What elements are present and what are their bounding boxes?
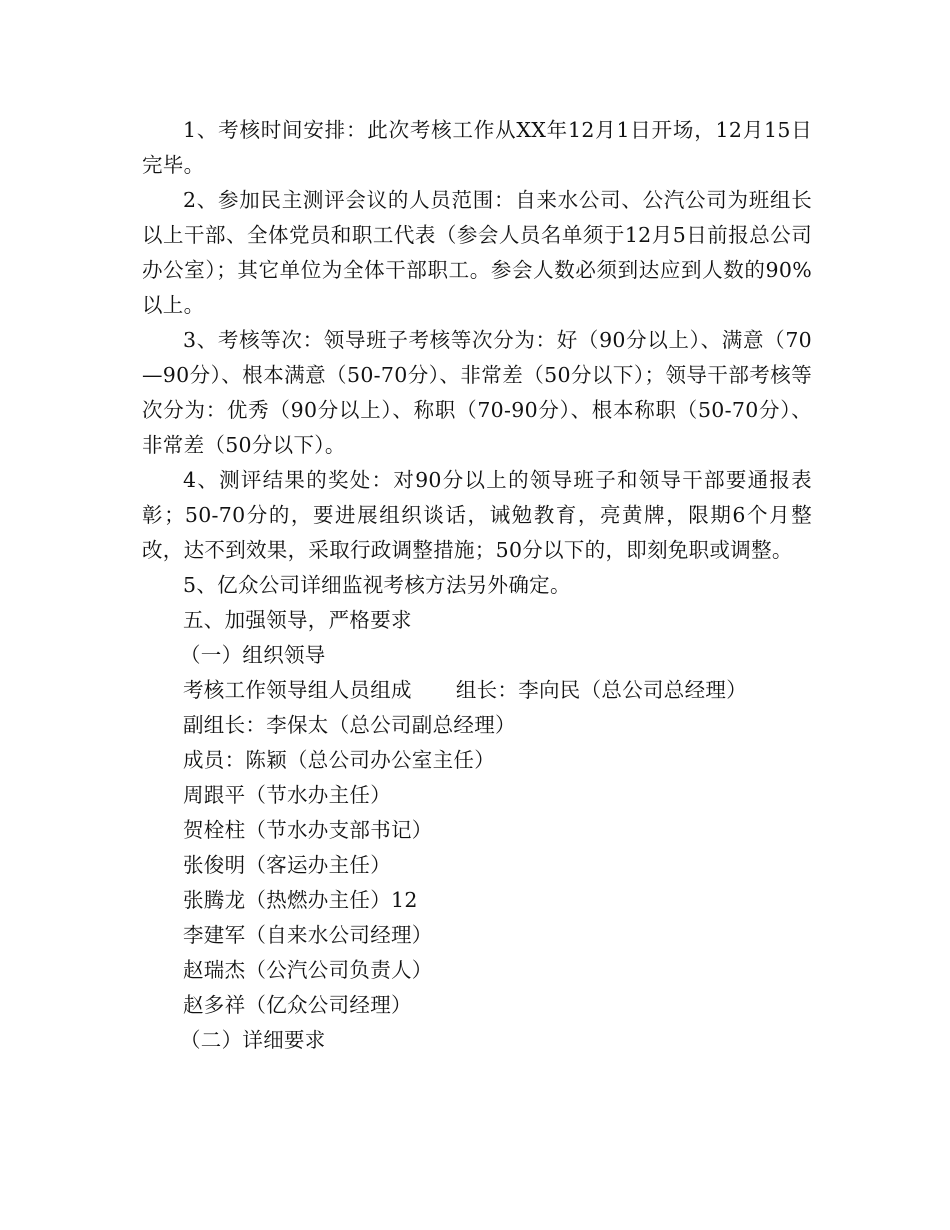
member-item: 张俊明（客运办主任）	[183, 853, 391, 877]
subsection-one-heading: （一）组织领导	[180, 643, 326, 667]
member-item: 成员：陈颖（总公司办公室主任）	[183, 748, 495, 772]
document-page	[142, 113, 812, 1058]
member-item: 张腾龙（热燃办主任）12	[183, 888, 418, 912]
paragraph-grades: 3、考核等次：领导班子考核等次分为：好（90分以上）、满意（70—90分）、根本满意（50-70分）、非常差（50分以下）；领导干部考核等次分为：优秀（90分以上）、称职（70-90分）、根本称职（50-70分）、非常差（50分以下）。	[142, 328, 812, 457]
paragraph-exam-schedule: 1、考核时间安排：此次考核工作从XX年12月1日开场，12月15日完毕。	[142, 118, 812, 177]
member-item: 赵瑞杰（公汽公司负责人）	[183, 958, 433, 982]
paragraph-participants: 2、参加民主测评会议的人员范围：自来水公司、公汽公司为班组长以上干部、全体党员和职工代表（参会人员名单须于12月5日前报总公司办公室）；其它单位为全体干部职工。参会人数必须到达应到人数的90%以上。	[142, 188, 812, 317]
paragraph-yizhong-method: 5、亿众公司详细监视考核方法另外确定。	[183, 573, 571, 597]
member-item: 周跟平（节水办主任）	[183, 783, 391, 807]
subsection-two-heading: （二）详细要求	[180, 1028, 326, 1052]
group-composition-line	[142, 673, 812, 708]
section-five-heading: 五、加强领导，严格要求	[183, 608, 412, 632]
group-intro: 考核工作领导组人员组成	[183, 678, 412, 702]
member-item: 赵多祥（亿众公司经理）	[183, 993, 412, 1017]
member-item: 副组长：李保太（总公司副总经理）	[183, 713, 516, 737]
member-item: 贺栓柱（节水办支部书记）	[183, 818, 433, 842]
member-item: 李建军（自来水公司经理）	[183, 923, 433, 947]
group-leader: 组长：李向民（总公司总经理）	[455, 678, 748, 702]
paragraph-rewards: 4、测评结果的奖处：对90分以上的领导班子和领导干部要通报表彰；50-70分的，要进展组织谈话，诫勉教育，亮黄牌，限期6个月整改，达不到效果，采取行政调整措施；50分以下的，即刻免职或调整。	[142, 468, 812, 562]
